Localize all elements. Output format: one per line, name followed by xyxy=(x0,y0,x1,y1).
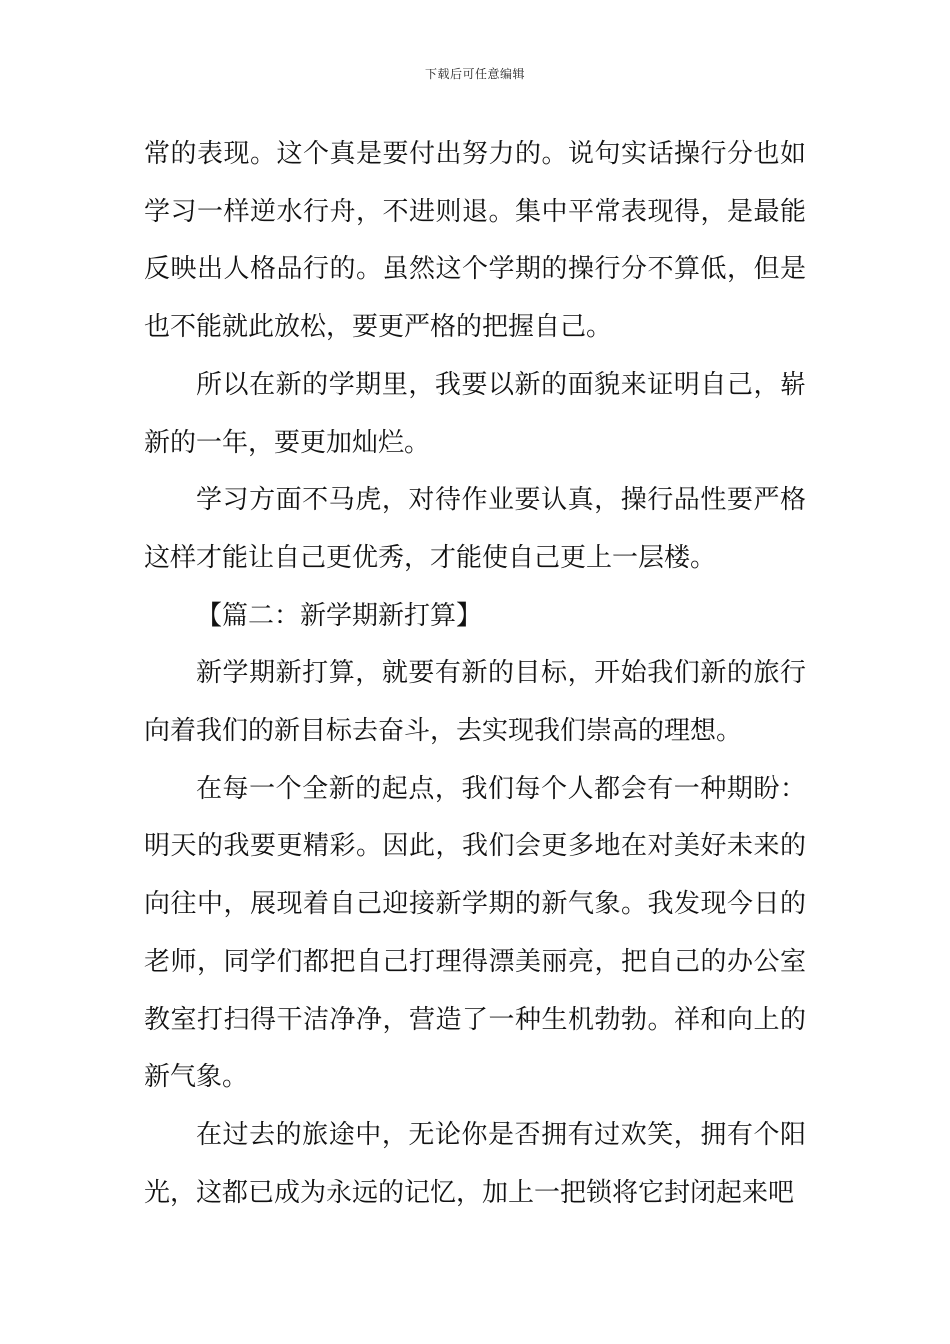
section-heading: 【篇二：新学期新打算】 xyxy=(196,600,483,631)
paragraph: 所以在新的学期里，我要以新的面貌来证明自己，崭新的一年，要更加灿烂。 xyxy=(144,369,806,458)
paragraph: 新学期新打算，就要有新的目标，开始我们新的旅行向着我们的新目标去奋斗，去实现我们崇高的理想。 xyxy=(144,658,806,747)
paragraph: 在过去的旅途中，无论你是否拥有过欢笑，拥有个阳光，这都已成为永远的记忆，加上一把锁将它封闭起来吧 xyxy=(144,1119,806,1208)
paragraph: 常的表现。这个真是要付出努力的。说句实话操行分也如学习一样逆水行舟，不进则退。集中平常表现得，是最能反映出人格品行的。虽然这个学期的操行分不算低，但是也不能就此放松，要更严格的把握自己。 xyxy=(144,139,806,343)
page-header: 下载后可任意编辑 xyxy=(424,67,525,81)
paragraph: 在每一个全新的起点，我们每个人都会有一种期盼：明天的我要更精彩。因此，我们会更多地在对美好未来的向往中，展现着自己迎接新学期的新气象。我发现今日的老师，同学们都把自己打理得漂美丽亮，把自己的办公室教室打扫得干洁净净，营造了一种生机勃勃。祥和向上的新气象。 xyxy=(144,773,806,1093)
document-body xyxy=(144,126,806,1222)
paragraph: 学习方面不马虎，对待作业要认真，操行品性要严格这样才能让自己更优秀，才能使自己更上一层楼。 xyxy=(144,485,806,573)
